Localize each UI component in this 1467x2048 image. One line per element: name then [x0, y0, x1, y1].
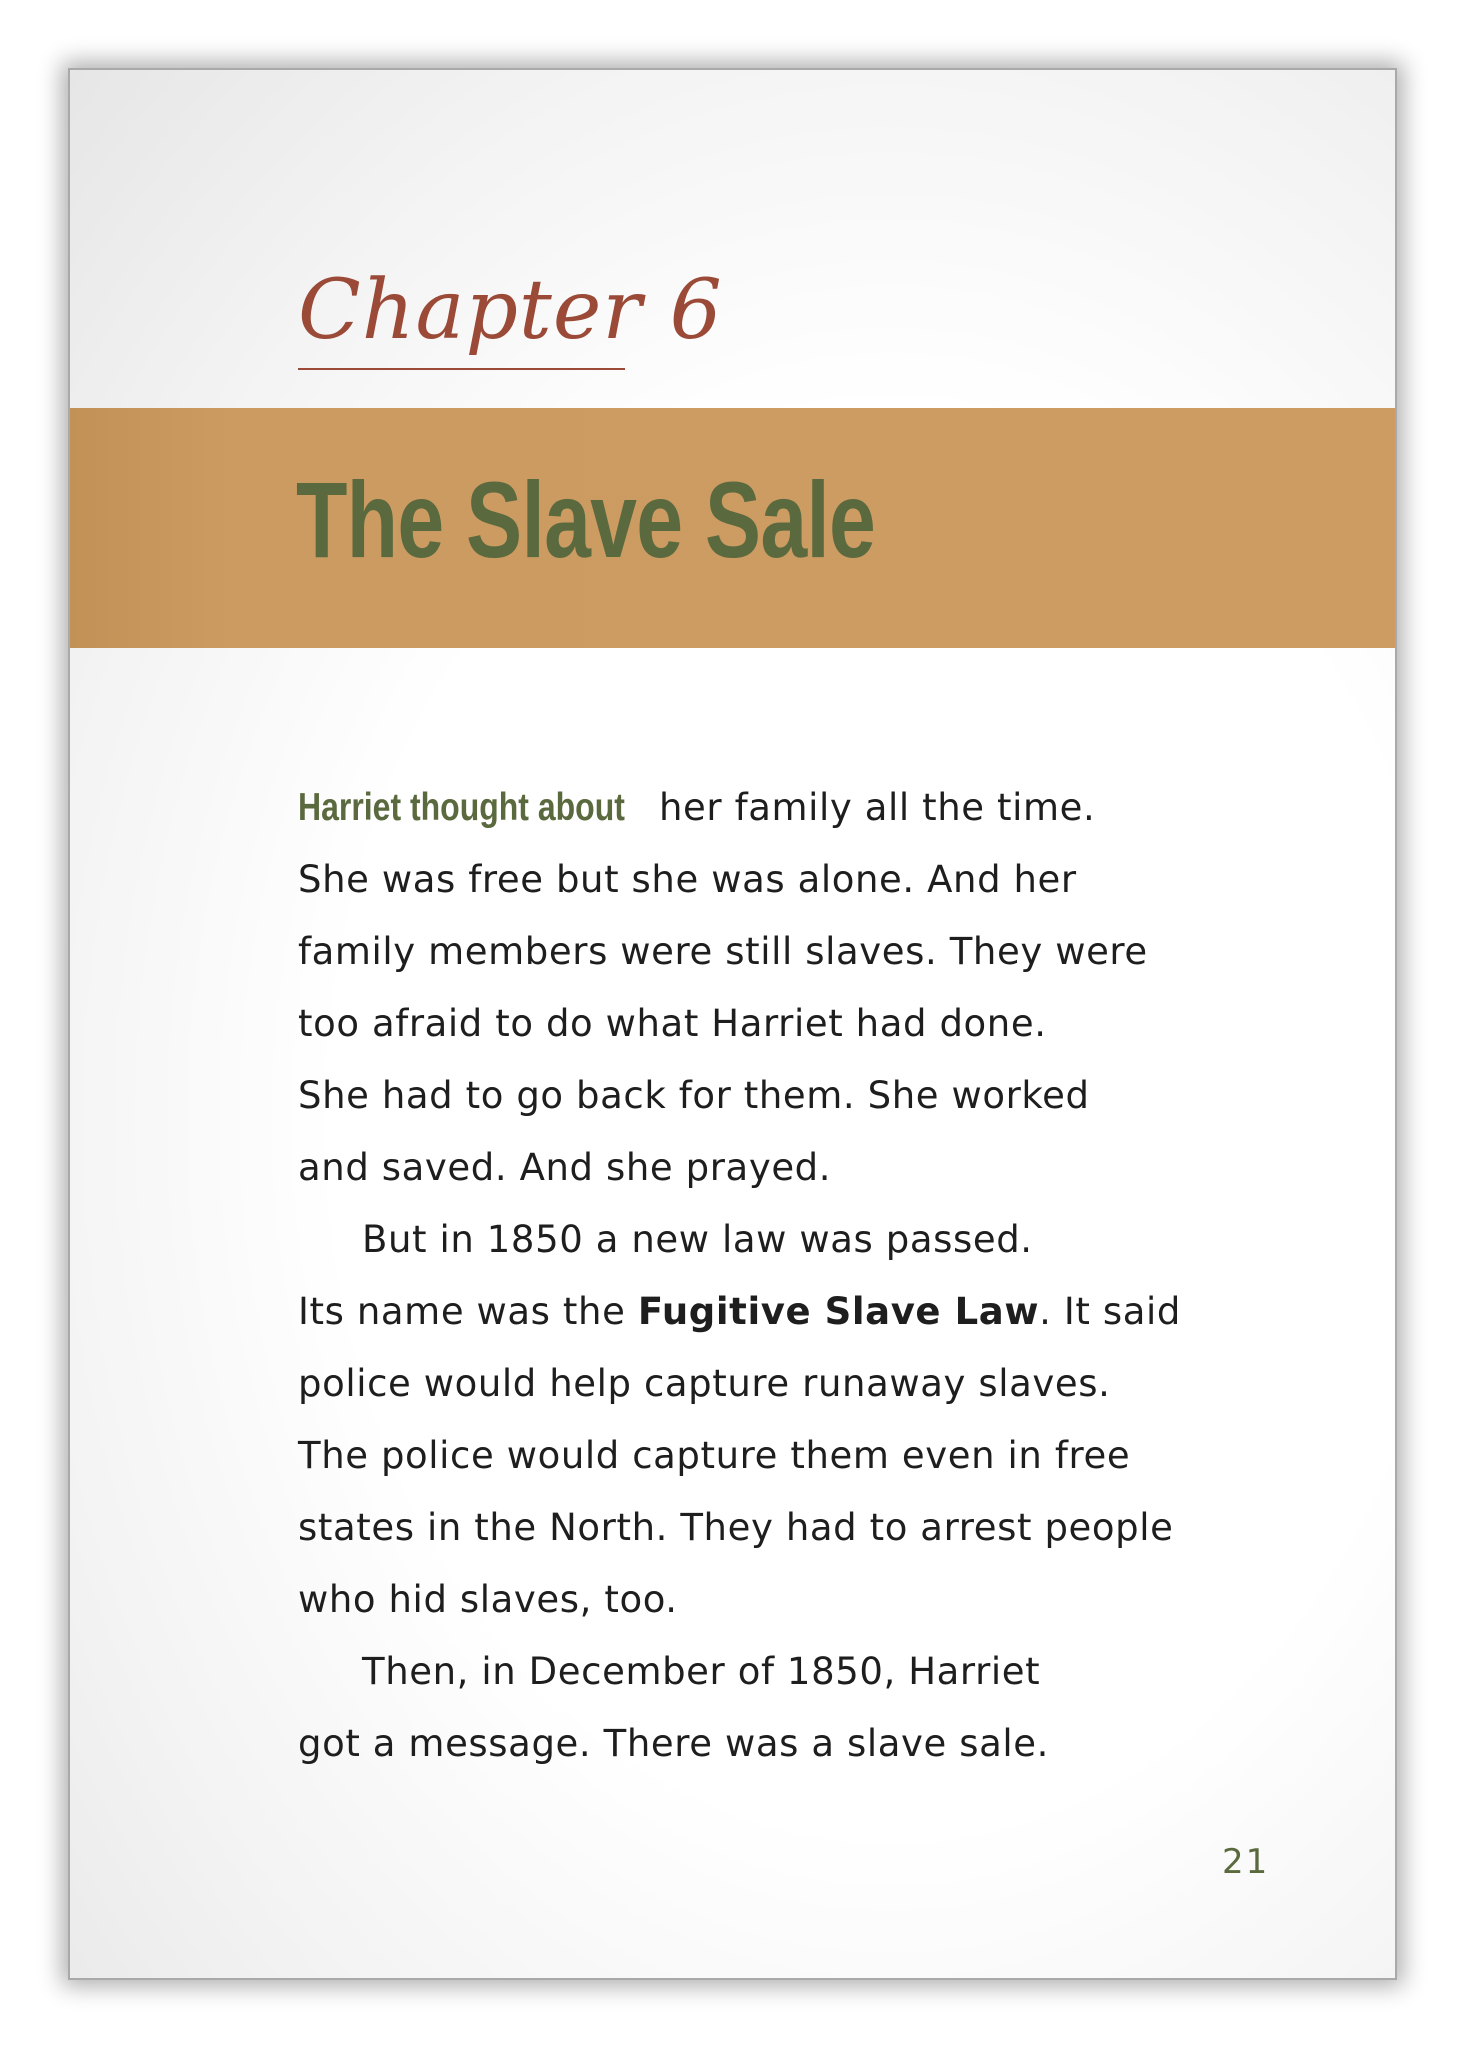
text-line: too afraid to do what Harriet had done.: [298, 1002, 1047, 1045]
chapter-underline: [298, 368, 625, 370]
book-page: [68, 68, 1397, 1980]
page-number: 21: [1222, 1842, 1270, 1882]
chapter-title: The Slave Sale: [296, 459, 876, 580]
text-line-segment: Its name was the: [298, 1290, 638, 1333]
text-line: The police would capture them even in free: [298, 1434, 1131, 1477]
text-line: police would help capture runaway slaves.: [298, 1362, 1111, 1405]
text-line: [298, 1276, 1278, 1348]
text-line: states in the North. They had to arrest people: [298, 1506, 1174, 1549]
text-line: got a message. There was a slave sale.: [298, 1722, 1049, 1765]
text-line: family members were still slaves. They were: [298, 930, 1148, 973]
title-banner: [70, 408, 1395, 648]
text-line: and saved. And she prayed.: [298, 1146, 832, 1189]
text-line: Then, in December of 1850, Harriet: [362, 1650, 1041, 1693]
chapter-body: [298, 772, 1278, 1780]
vocabulary-term: Fugitive Slave Law: [637, 1290, 1040, 1333]
chapter-label: Chapter 6: [298, 263, 723, 358]
text-line: She had to go back for them. She worked: [298, 1074, 1090, 1117]
text-line: who hid slaves, too.: [298, 1578, 678, 1621]
text-line: [298, 772, 1278, 844]
text-line-segment: . It said: [1039, 1290, 1181, 1333]
text-line: But in 1850 a new law was passed.: [362, 1218, 1033, 1261]
text-line-segment: her family all the time.: [646, 786, 1096, 829]
lead-in-phrase: Harriet thought about: [298, 786, 625, 829]
text-line: She was free but she was alone. And her: [298, 858, 1077, 901]
